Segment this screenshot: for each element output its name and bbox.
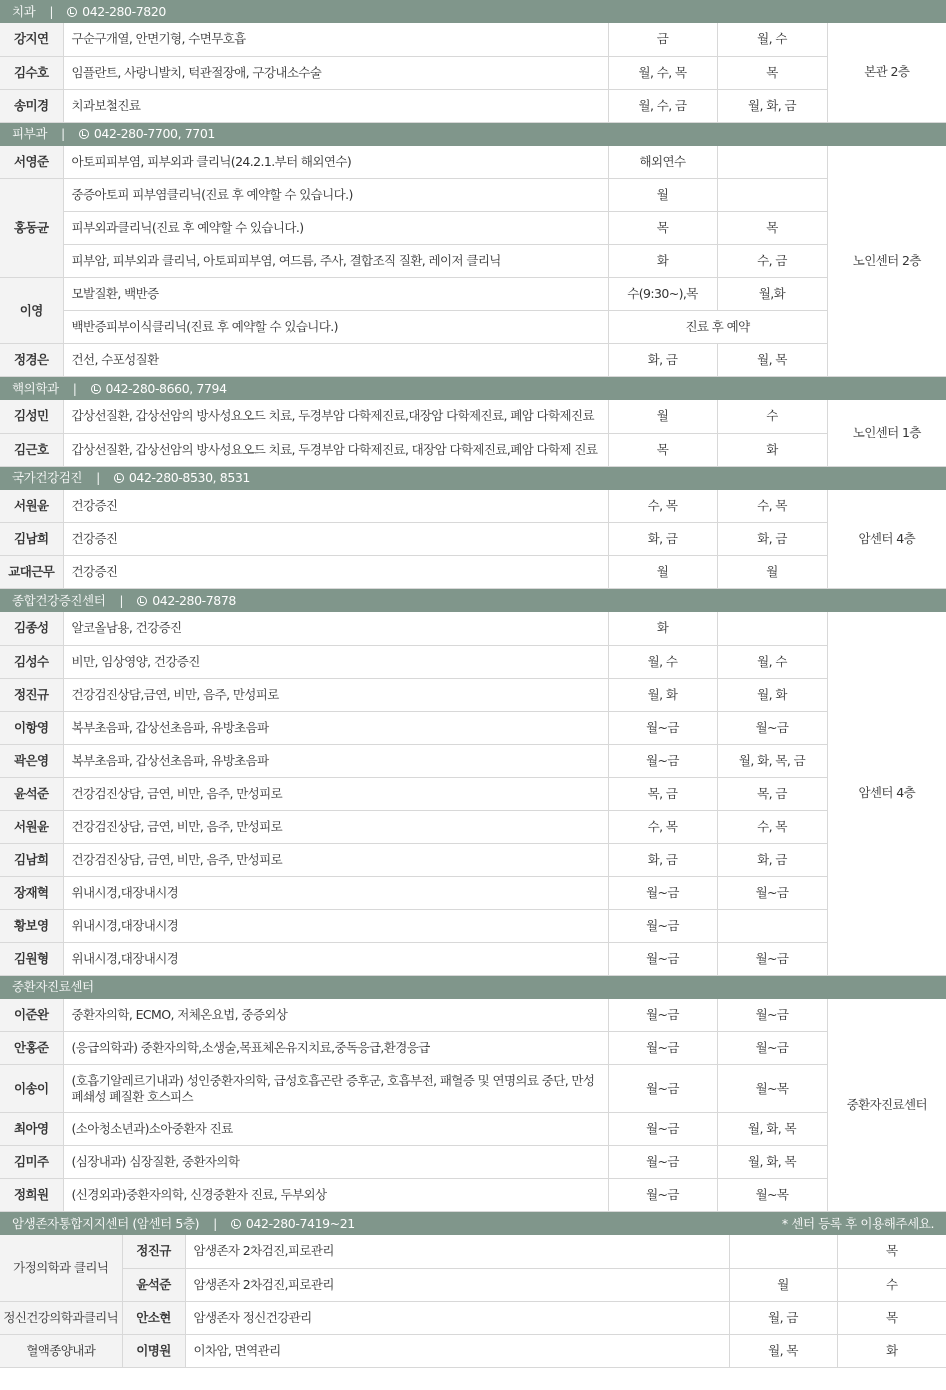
pm-schedule: 월~금	[717, 1032, 827, 1065]
pm-schedule: 월, 화	[717, 678, 827, 711]
department-header-cell	[0, 589, 946, 613]
department-title: 암생존자통합지지센터 (암센터 5층)	[12, 1215, 200, 1231]
pm-schedule: 월, 목	[717, 344, 827, 377]
table-row	[0, 1113, 946, 1146]
am-schedule: 월~금	[608, 1032, 717, 1065]
am-schedule: 월	[608, 179, 717, 212]
specialty: 암생존자 정신건강관리	[185, 1301, 729, 1334]
doctor-name: 윤석준	[0, 777, 63, 810]
pm-schedule: 월~금	[717, 711, 827, 744]
location: 노인센터 1층	[827, 400, 946, 466]
clinic-category: 혈액종양내과	[0, 1334, 122, 1367]
specialty: 건선, 수포성질환	[63, 344, 608, 377]
specialty: 구순구개열, 안면기형, 수면무호흡	[63, 23, 608, 56]
pm-schedule: 월, 화, 목, 금	[717, 744, 827, 777]
doctor-name: 강지연	[0, 23, 63, 56]
table-row	[0, 490, 946, 523]
separator: |	[49, 3, 54, 19]
pm-schedule: 월~금	[717, 876, 827, 909]
department-title: 종합건강증진센터	[12, 592, 106, 608]
specialty: 임플란트, 사랑니발치, 턱관절장애, 구강내소수술	[63, 56, 608, 89]
clinic-category: 정신건강의학과클리닉	[0, 1301, 122, 1334]
table-row	[0, 556, 946, 589]
department-header-cell	[0, 466, 946, 490]
am-schedule: 월, 목	[729, 1334, 837, 1367]
table-row	[0, 311, 946, 344]
doctor-name: 송미경	[0, 89, 63, 122]
pm-schedule: 목	[837, 1235, 946, 1268]
doctor-name: 윤석준	[122, 1268, 185, 1301]
am-schedule: 월~금	[608, 1146, 717, 1179]
am-schedule: 월, 화	[608, 678, 717, 711]
am-schedule: 수, 목	[608, 490, 717, 523]
department-header	[0, 1212, 946, 1235]
pm-schedule: 수, 금	[717, 245, 827, 278]
table-row	[0, 89, 946, 122]
specialty: 모발질환, 백반증	[63, 278, 608, 311]
pm-schedule: 화	[837, 1334, 946, 1367]
department-header-cell	[0, 377, 946, 401]
pm-schedule: 목	[717, 212, 827, 245]
table-row	[0, 212, 946, 245]
survivor-table	[0, 1212, 946, 1368]
am-schedule: 월	[608, 556, 717, 589]
specialty: 아토피피부염, 피부외과 클리닉(24.2.1.부터 해외연수)	[63, 146, 608, 179]
specialty: 건강증진	[63, 490, 608, 523]
specialty: 갑상선질환, 갑상선암의 방사성요오드 치료, 두경부암 다학제진료,대장암 다학제진료, 폐암 다학제진료	[63, 400, 608, 433]
doctor-name: 이항영	[0, 711, 63, 744]
table-row	[0, 942, 946, 975]
location: 노인센터 2층	[827, 146, 946, 377]
department-header-cell	[0, 122, 946, 146]
department-header	[0, 122, 946, 146]
pm-schedule: 목, 금	[717, 777, 827, 810]
am-schedule: 목, 금	[608, 777, 717, 810]
am-schedule: 화, 금	[608, 344, 717, 377]
pm-schedule: 화	[717, 433, 827, 466]
pm-schedule: 월~금	[717, 999, 827, 1032]
phone-icon	[91, 384, 101, 394]
doctor-name: 장재혁	[0, 876, 63, 909]
department-phone: 042-280-7419~21	[245, 1215, 355, 1231]
department-phone: 042-280-7700, 7701	[93, 126, 215, 141]
table-row	[0, 645, 946, 678]
doctor-name: 김종성	[0, 612, 63, 645]
am-schedule: 월~금	[608, 711, 717, 744]
specialty: 건강검진상담, 금연, 비만, 음주, 만성피로	[63, 777, 608, 810]
table-row	[0, 999, 946, 1032]
separator: |	[119, 592, 124, 608]
table-row	[0, 1146, 946, 1179]
specialty: 치과보철진료	[63, 89, 608, 122]
department-title: 중환자진료센터	[12, 979, 94, 994]
pm-schedule: 월, 화, 목	[717, 1146, 827, 1179]
separator: |	[213, 1215, 217, 1231]
department-title: 피부과	[12, 126, 48, 141]
department-header	[0, 589, 946, 613]
department-title: 국가건강검진	[12, 470, 83, 485]
pm-schedule: 화, 금	[717, 523, 827, 556]
doctor-name: 김원형	[0, 942, 63, 975]
specialty: (신경외과)중환자의학, 신경중환자 진료, 두부외상	[63, 1179, 608, 1212]
doctor-name: 이준완	[0, 999, 63, 1032]
specialty: (소아청소년과)소아중환자 진료	[63, 1113, 608, 1146]
doctor-name: 김성수	[0, 645, 63, 678]
am-schedule: 수(9:30~),목	[608, 278, 717, 311]
am-schedule: 금	[608, 23, 717, 56]
doctor-name: 이송이	[0, 1065, 63, 1113]
doctor-name: 정진규	[0, 678, 63, 711]
pm-schedule: 월, 수	[717, 23, 827, 56]
department-header	[0, 377, 946, 401]
specialty: 위내시경,대장내시경	[63, 909, 608, 942]
location: 중환자진료센터	[827, 999, 946, 1212]
pm-schedule	[717, 612, 827, 645]
pm-schedule: 수	[837, 1268, 946, 1301]
specialty: 건강증진	[63, 556, 608, 589]
department-phone: 042-280-8660, 7794	[105, 380, 227, 396]
specialty: (응급의학과) 중환자의학,소생술,목표체온유지치료,중독응급,환경응급	[63, 1032, 608, 1065]
location: 본관 2층	[827, 23, 946, 122]
table-row	[0, 179, 946, 212]
doctor-name: 정희원	[0, 1179, 63, 1212]
table-row	[0, 1334, 946, 1367]
table-row	[0, 810, 946, 843]
separator: |	[96, 470, 100, 485]
doctor-name: 최아영	[0, 1113, 63, 1146]
table-row	[0, 523, 946, 556]
specialty: 건강검진상담, 금연, 비만, 음주, 만성피로	[63, 843, 608, 876]
table-row	[0, 146, 946, 179]
doctor-name: 서원윤	[0, 490, 63, 523]
am-schedule: 월~금	[608, 1179, 717, 1212]
phone-icon	[137, 596, 147, 606]
department-header-cell	[0, 975, 946, 999]
doctor-name: 김수호	[0, 56, 63, 89]
specialty: 위내시경,대장내시경	[63, 942, 608, 975]
pm-schedule	[717, 909, 827, 942]
doctor-name: 정진규	[122, 1235, 185, 1268]
specialty: 건강검진상담,금연, 비만, 음주, 만성피로	[63, 678, 608, 711]
department-header	[0, 975, 946, 999]
am-schedule: 목	[608, 212, 717, 245]
am-schedule: 월~금	[608, 909, 717, 942]
doctor-name: 교대근무	[0, 556, 63, 589]
specialty: 피부외과클리닉(진료 후 예약할 수 있습니다.)	[63, 212, 608, 245]
specialty: 이차암, 면역관리	[185, 1334, 729, 1367]
separator: |	[61, 126, 65, 141]
doctor-name: 안홍준	[0, 1032, 63, 1065]
table-row	[0, 278, 946, 311]
pm-schedule: 수, 목	[717, 810, 827, 843]
pm-schedule: 화, 금	[717, 843, 827, 876]
table-row	[0, 1065, 946, 1113]
location: 암센터 4층	[827, 612, 946, 975]
department-header-cell	[0, 1212, 946, 1235]
table-row	[0, 56, 946, 89]
specialty: 건강증진	[63, 523, 608, 556]
doctor-name: 김미주	[0, 1146, 63, 1179]
pm-schedule	[717, 146, 827, 179]
doctor-name: 김남희	[0, 523, 63, 556]
table-row	[0, 245, 946, 278]
pm-schedule: 월,화	[717, 278, 827, 311]
specialty: 복부초음파, 갑상선초음파, 유방초음파	[63, 744, 608, 777]
table-row	[0, 344, 946, 377]
doctor-name: 김근호	[0, 433, 63, 466]
table-row	[0, 1179, 946, 1212]
am-schedule: 화, 금	[608, 843, 717, 876]
department-header	[0, 466, 946, 490]
department-phone: 042-280-7820	[82, 3, 166, 19]
pm-schedule: 수	[717, 400, 827, 433]
separator: |	[72, 380, 77, 396]
table-row	[0, 876, 946, 909]
am-schedule: 월~금	[608, 999, 717, 1032]
table-row	[0, 1268, 946, 1301]
am-schedule: 화	[608, 245, 717, 278]
table-row	[0, 744, 946, 777]
doctor-name: 안소현	[122, 1301, 185, 1334]
am-schedule: 월, 금	[729, 1301, 837, 1334]
phone-icon	[114, 473, 124, 483]
specialty: 건강검진상담, 금연, 비만, 음주, 만성피로	[63, 810, 608, 843]
specialty: (심장내과) 심장질환, 중환자의학	[63, 1146, 608, 1179]
am-schedule: 목	[608, 433, 717, 466]
department-header-cell	[0, 0, 946, 23]
doctor-name: 정경은	[0, 344, 63, 377]
doctor-name: 홍동균	[0, 179, 63, 278]
am-schedule: 월	[608, 400, 717, 433]
clinic-category: 가정의학과 클리닉	[0, 1235, 122, 1301]
am-schedule: 월, 수	[608, 645, 717, 678]
doctor-name: 곽은영	[0, 744, 63, 777]
table-row	[0, 23, 946, 56]
pm-schedule: 월~목	[717, 1179, 827, 1212]
am-schedule	[729, 1235, 837, 1268]
doctor-name: 이명원	[122, 1334, 185, 1367]
table-row	[0, 711, 946, 744]
specialty: 복부초음파, 갑상선초음파, 유방초음파	[63, 711, 608, 744]
table-row	[0, 909, 946, 942]
pm-schedule: 월, 화, 금	[717, 89, 827, 122]
location: 암센터 4층	[827, 490, 946, 589]
specialty: 위내시경,대장내시경	[63, 876, 608, 909]
table-row	[0, 777, 946, 810]
schedule-note: 진료 후 예약	[608, 311, 827, 344]
department-phone: 042-280-8530, 8531	[128, 470, 250, 485]
am-schedule: 월~금	[608, 1113, 717, 1146]
specialty: 암생존자 2차검진,피로관리	[185, 1268, 729, 1301]
pm-schedule: 목	[837, 1301, 946, 1334]
am-schedule: 월~금	[608, 1065, 717, 1113]
department-phone: 042-280-7878	[152, 592, 236, 608]
specialty: 암생존자 2차검진,피로관리	[185, 1235, 729, 1268]
table-row	[0, 1235, 946, 1268]
specialty: 갑상선질환, 갑상선암의 방사성요오드 치료, 두경부암 다학제진료, 대장암 다학제진료,폐암 다학제 진료	[63, 433, 608, 466]
specialty: 비만, 임상영양, 건강증진	[63, 645, 608, 678]
department-title: 핵의학과	[12, 380, 59, 396]
specialty: (호흡기알레르기내과) 성인중환자의학, 급성호흡곤란 증후군, 호흡부전, 패혈증 및 연명의료 중단, 만성 폐쇄성 폐질환 호스피스	[63, 1065, 608, 1113]
phone-icon	[79, 129, 89, 139]
phone-icon	[231, 1219, 241, 1229]
am-schedule: 월	[729, 1268, 837, 1301]
am-schedule: 월~금	[608, 876, 717, 909]
am-schedule: 월, 수, 목	[608, 56, 717, 89]
specialty: 백반증피부이식클리닉(진료 후 예약할 수 있습니다.)	[63, 311, 608, 344]
am-schedule: 월~금	[608, 744, 717, 777]
specialty: 알코올남용, 건강증진	[63, 612, 608, 645]
doctor-name: 김남희	[0, 843, 63, 876]
registration-note: * 센터 등록 후 이용해주세요.	[781, 1215, 935, 1231]
department-title: 치과	[12, 3, 36, 19]
am-schedule: 화	[608, 612, 717, 645]
pm-schedule: 목	[717, 56, 827, 89]
table-row	[0, 433, 946, 466]
pm-schedule: 월~금	[717, 942, 827, 975]
am-schedule: 월~금	[608, 942, 717, 975]
am-schedule: 화, 금	[608, 523, 717, 556]
pm-schedule: 월, 화, 목	[717, 1113, 827, 1146]
doctor-name: 이영	[0, 278, 63, 344]
pm-schedule: 월, 수	[717, 645, 827, 678]
specialty: 피부암, 피부외과 클리닉, 아토피피부염, 여드름, 주사, 결합조직 질환, 레이저 클리닉	[63, 245, 608, 278]
specialty: 중환자의학, ECMO, 저체온요법, 중증외상	[63, 999, 608, 1032]
table-row	[0, 400, 946, 433]
table-row	[0, 1301, 946, 1334]
pm-schedule	[717, 179, 827, 212]
specialty: 중증아토피 피부염클리닉(진료 후 예약할 수 있습니다.)	[63, 179, 608, 212]
am-schedule: 수, 목	[608, 810, 717, 843]
table-row	[0, 843, 946, 876]
table-row	[0, 678, 946, 711]
table-row	[0, 612, 946, 645]
department-header	[0, 0, 946, 23]
phone-icon	[67, 7, 77, 17]
am-schedule: 해외연수	[608, 146, 717, 179]
pm-schedule: 월	[717, 556, 827, 589]
pm-schedule: 월~목	[717, 1065, 827, 1113]
pm-schedule: 수, 목	[717, 490, 827, 523]
doctor-name: 서영준	[0, 146, 63, 179]
doctor-name: 서원윤	[0, 810, 63, 843]
doctor-name: 황보영	[0, 909, 63, 942]
am-schedule: 월, 수, 금	[608, 89, 717, 122]
table-row	[0, 1032, 946, 1065]
doctor-name: 김성민	[0, 400, 63, 433]
